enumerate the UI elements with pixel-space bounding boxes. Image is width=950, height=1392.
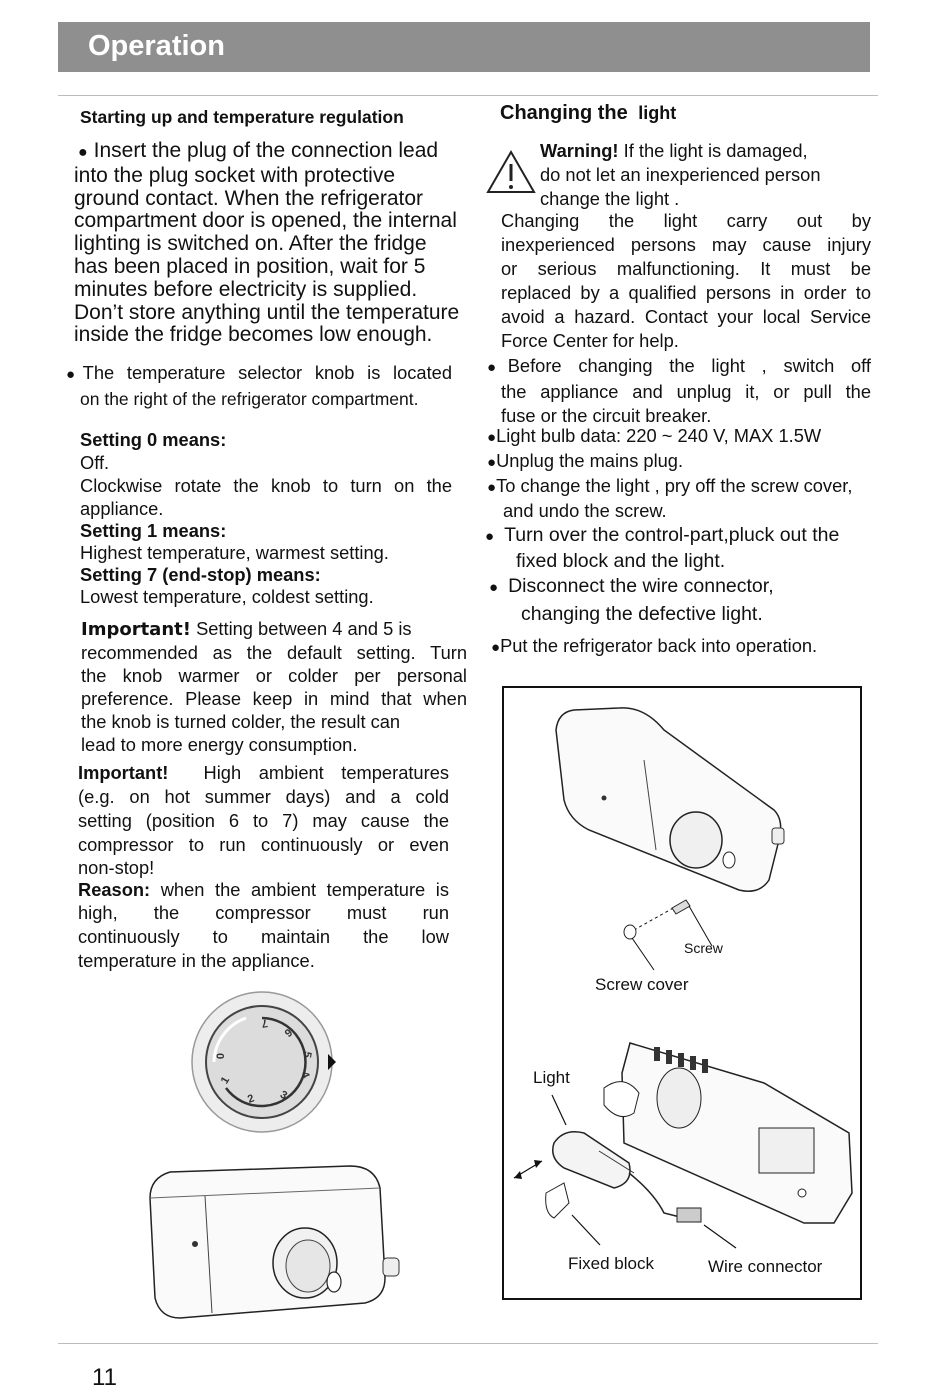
light-steps: ●Light bulb data: 220 ~ 240 V, MAX 1.5W ●Unplug the mains plug. ●To change the light , pry off the screw cover, and undo the screw.	[487, 425, 853, 521]
control-box-illustration	[140, 1158, 415, 1328]
section-heading-startup: Starting up and temperature regulation	[80, 107, 404, 127]
knob-location-text: ●The temperature selector knob is located on the right of the refrigerator compartment.	[66, 362, 452, 409]
settings-block: Setting 0 means: Off. Clockwise rotate the knob to turn on the appliance. Setting 1 means: Highest temperature, warmest setting. Setting 7 (end-stop) means: Lowest temperature, coldest setting.	[80, 429, 452, 607]
warning-triangle-icon	[486, 150, 536, 194]
intro-paragraph: ● Insert the plug of the connection lead into the plug socket with protective ground contact. When the refrigerator compartment door is opened, the internal lighting is switched on. After the fridge has been placed in position, wait for 5 minutes before electricity is supplied. Don’t store anything until the temperature inside the fridge becomes low enough.	[74, 139, 460, 347]
dial-number-5: 5	[300, 1050, 314, 1059]
before-changing-step: ●Before changing the light , switch off the appliance and unplug it, or pull the fuse or the circuit breaker.	[487, 355, 871, 426]
put-back-step: ●Put the refrigerator back into operation.	[491, 635, 818, 656]
dial-number-3: 3	[277, 1088, 290, 1103]
dial-number-1: 1	[218, 1074, 233, 1087]
wire-connector-label: Wire connector	[708, 1257, 823, 1276]
opened-control-part-illustration	[504, 1033, 860, 1233]
warning-body: Changing the light carry out by inexperienced persons may cause injury or serious malfunctioning. It must be replaced by a qualified persons in order to avoid a hazard. Contact your local Service Force Center for help.	[501, 210, 871, 351]
bulb-data-text: Light bulb data: 220 ~ 240 V, MAX 1.5W	[496, 425, 822, 446]
screw-label: Screw	[684, 940, 723, 956]
section-heading-light: Changing the light	[500, 102, 677, 124]
page-number: 11	[92, 1364, 117, 1391]
dial-number-6: 6	[281, 1025, 295, 1039]
turn-over-step: ● Turn over the control-part,pluck out the fixed block and the light.	[485, 524, 840, 572]
important-note-default: Important! Setting between 4 and 5 is recommended as the default setting. Turn the knob warmer or colder per personal preference. Please keep in mind that when the knob is turned colder, the result can lead to more energy consumption.	[81, 618, 467, 755]
unplug-text: Unplug the mains plug.	[496, 450, 684, 471]
warning-text: Warning! If the light is damaged, do not let an inexperienced person change the light .	[540, 140, 821, 209]
page-title: Operation	[88, 30, 225, 62]
control-part-top-illustration	[544, 700, 844, 920]
bottom-divider	[58, 1343, 878, 1344]
important-note-ambient: Important! High ambient temperatures (e.g. on hot summer days) and a cold setting (position 6 to 7) may cause the compressor to run continuously or even non-stop! Reason: when the ambient temperature is high, the compressor must run continuously to maintain the low temperature in the appliance.	[78, 762, 449, 971]
top-divider	[58, 95, 878, 96]
dial-number-7: 7	[260, 1016, 269, 1030]
screw-cover-label: Screw cover	[595, 975, 689, 994]
dial-number-0: 0	[215, 1052, 227, 1060]
header-bar	[58, 22, 870, 72]
dial-number-2: 2	[246, 1092, 256, 1106]
light-label: Light	[533, 1068, 570, 1087]
dial-number-4: 4	[298, 1070, 312, 1080]
temperature-dial-illustration	[186, 990, 346, 1140]
light-replacement-figure	[502, 686, 862, 1300]
change-light-text: To change the light , pry off the screw cover,	[496, 475, 853, 496]
disconnect-step: ● Disconnect the wire connector, changing the defective light.	[489, 575, 774, 625]
fixed-block-label: Fixed block	[568, 1254, 654, 1273]
